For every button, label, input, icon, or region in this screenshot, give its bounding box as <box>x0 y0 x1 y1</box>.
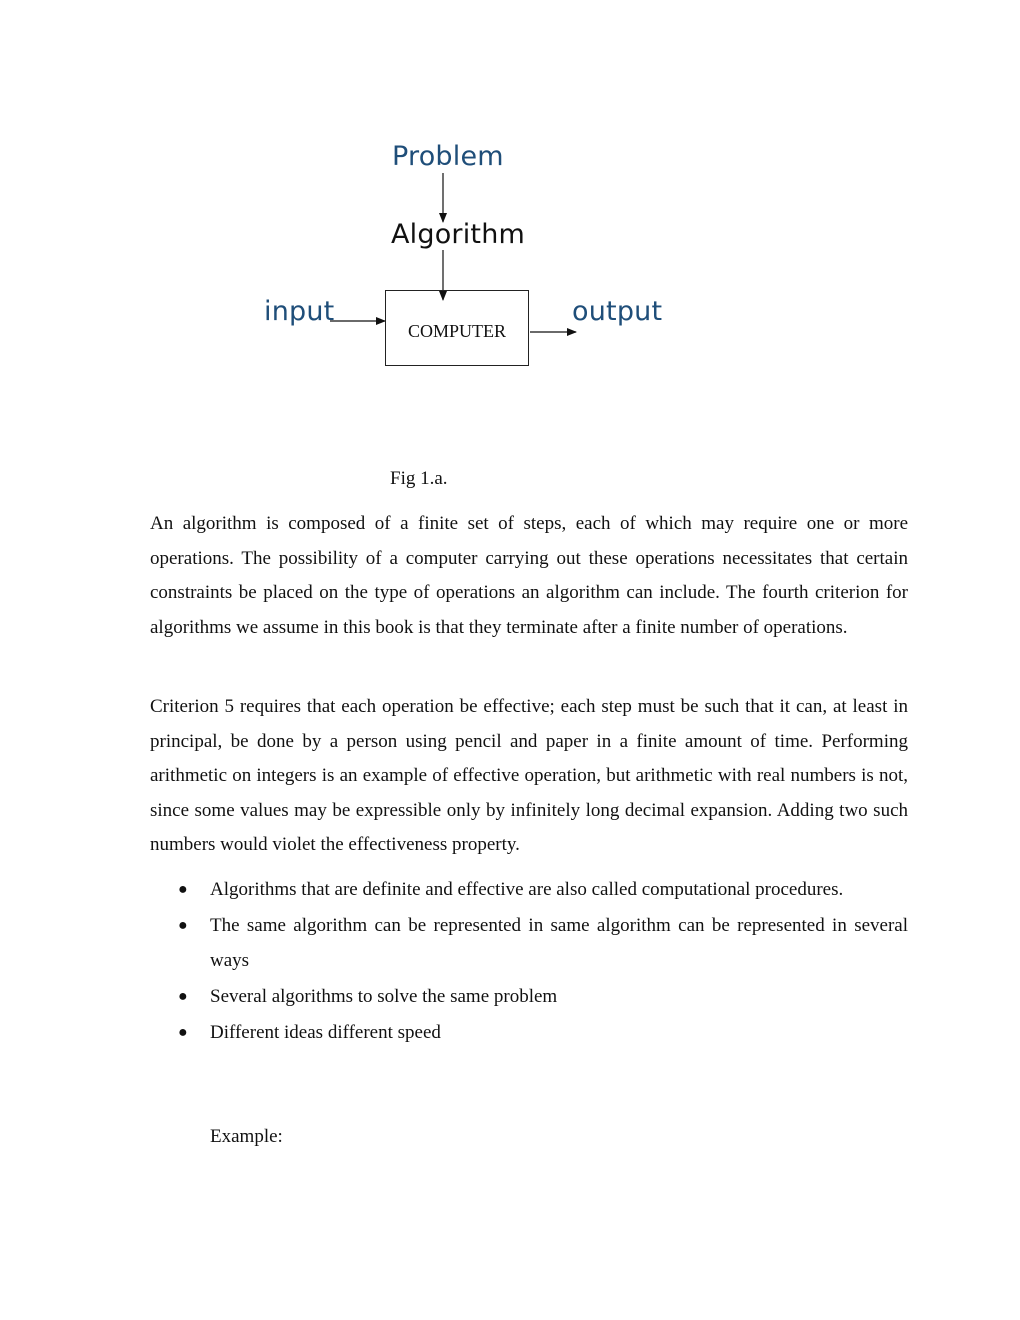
list-item <box>150 1016 908 1051</box>
bullet-icon: ● <box>178 881 188 898</box>
computer-box <box>385 290 529 366</box>
list-item-text: Several algorithms to solve the same problem <box>210 985 558 1007</box>
bullet-icon: ● <box>178 1023 188 1041</box>
problem-label: Problem <box>392 141 504 172</box>
paragraph-1: An algorithm is composed of a finite set of steps, each of which may require one or more operations. The possibility of a computer carrying out these operations necessitates that certain constraints be placed on the type of operations an algorithm can include. The fourth criterion for algorithms we assume in this book is that they terminate after a finite number of operations. <box>150 513 908 638</box>
input-label: input <box>264 296 335 327</box>
bullet-list <box>150 873 908 1052</box>
list-item <box>150 909 908 978</box>
paragraph-2: Criterion 5 requires that each operation be effective; each step must be such that it can, at least in principal, be done by a person using pencil and paper in a finite amount of time. Performing arithmetic on integers is an example of effective operation, but arithmetic with real numbers is not, since some values may be expressible only by infinitely long decimal expansion. Adding two such numbers would violet the effectiveness property. <box>150 696 908 855</box>
list-item-text: Algorithms that are definite and effective are also called computational procedures. <box>210 879 844 900</box>
bullet-icon: ● <box>178 917 188 934</box>
list-item-text: The same algorithm can be represented in same algorithm can be represented in several ways <box>210 915 908 971</box>
algorithm-label: Algorithm <box>391 219 526 250</box>
list-item-text: Different ideas different speed <box>210 1021 441 1043</box>
bullet-icon: ● <box>178 987 188 1005</box>
figure-caption: Fig 1.a. <box>390 468 448 489</box>
list-item <box>150 980 908 1015</box>
algorithm-diagram <box>0 0 1020 420</box>
computer-label: COMPUTER <box>407 321 506 341</box>
example-label: Example: <box>210 1126 283 1147</box>
output-label: output <box>572 296 663 327</box>
list-item <box>150 873 908 908</box>
